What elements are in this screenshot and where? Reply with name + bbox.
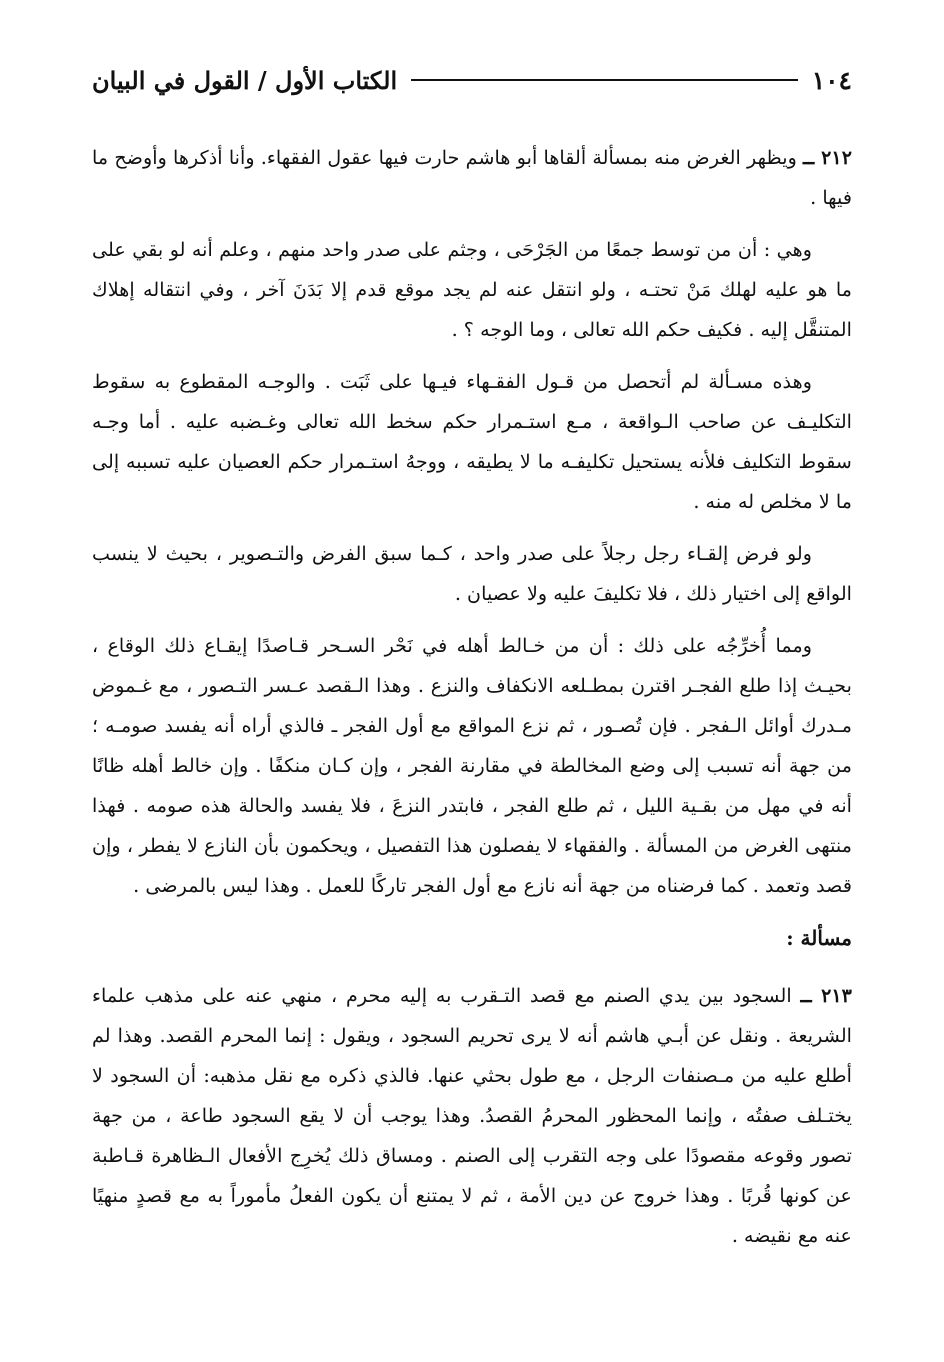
paragraph-text: ومما أُخرِّجُه على ذلك : أن من خـالط أهله في نَحْر السـحر قـاصدًا إيقـاع ذلك الوقاع ، بحيـث إذا طلع الفجـر اقترن بمطـلعه الانكفاف والنزع . وهذا الـقصد عـسر التـصور ، مع غـموض مـدرك أوائل الـفجر . فإن تُصـور ، ثم نزع المواقع مع أول الفجر ـ فالذي أراه أنه يفسد صومـه ؛ من جهة أنه تسبب إلى وضع المخالطة في مقارنة الفجر ، وإن كـان منكفًا . وإن خالط أهله ظانًا أنه في مهل من بقـية الليل ، ثم طلع الفجر ، فابتدر النزعَ ، فلا يفسد والحالة هذه صومه . فهذا منتهى الغرض من المسألة . والفقهاء لا يفصلون هذا التفصيل ، ويحكمون بأن النازع لا يفطر ، وإن قصد وتعمد . كما فرضناه من جهة أنه نازع مع أول الفجر تاركًا للعمل . وهذا ليس بالمرضى . [92, 634, 852, 897]
paragraph [92, 230, 852, 350]
header-rule [411, 79, 798, 81]
paragraph-number: ٢١٢ ــ [803, 146, 852, 169]
paragraph-text: ويظهر الغرض منه بمسألة ألقاها أبو هاشم حارت فيها عقول الفقهاء. وأنا أذكرها وأوضح ما فيها . [92, 146, 852, 209]
body-text [92, 138, 852, 1268]
paragraph-text: السجود بين يدي الصنم مع قصد التـقرب به إليه محرم ، منهي عنه على مذهب علماء الشريعة . ونقل عن أبـي هاشم أنه لا يرى تحريم السجود ، ويقول : إنما المحرم القصد. وهذا لم أطلع عليه من مـصنفات الرجل ، مع طول بحثي عنها. فالذي ذكره مع نقل مذهبه: أن السجود لا يختـلف صفتُه ، وإنما المحظور المحرمُ القصدُ. وهذا يوجب أن لا يقع السجود طاعة ، من جهة تصور وقوعه مقصودًا على وجه التقرب إلى الصنم . ومساق ذلك يُخرِج الأفعال الـظاهرة قـاطبة عن كونها قُربًا . وهذا خروج عن دين الأمة ، ثم لا يمتنع أن يكون الفعلُ مأموراً به مع قصدٍ منهيًا عنه مع نقيضه . [92, 984, 852, 1247]
paragraph-212 [92, 138, 852, 218]
paragraph-text: ولو فرض إلقـاء رجل رجلاً على صدر واحد ، كـما سبق الفرض والتـصوير ، بحيث لا ينسب الواقع إلى اختيار ذلك ، فلا تكليفَ عليه ولا عصيان . [92, 542, 852, 605]
paragraph-number: ٢١٣ ــ [800, 984, 852, 1007]
section-heading: مسألة : [786, 926, 852, 950]
paragraph-text: وهذه مسـألة لم أتحصل من قـول الفقـهاء فيـها على ثَبَت . والوجـه المقطوع به سقوط التكليـف عن صاحب الـواقعة ، مـع استـمرار حكم سخط الله تعالى وغـضبه عليه . أما وجـه سقوط التكليف فلأنه يستحيل تكليفـه ما لا يطيقه ، ووجهُ استـمرار حكم العصيان عليه تسببه إلى ما لا مخلص له منه . [92, 370, 852, 513]
paragraph [92, 534, 852, 614]
paragraph-213 [92, 976, 852, 1256]
paragraph-text: وهي : أن من توسط جمعًا من الجَرْحَى ، وجثم على صدر واحد منهم ، وعلم أنه لو بقي على ما هو عليه لهلك مَنْ تحتـه ، ولو انتقل عنه لم يجد موقع قدم إلا بَدَنَ آخر ، وفي انتقاله إهلاك المتنقَّل إليه . فكيف حكم الله تعالى ، وما الوجه ؟ . [92, 238, 852, 341]
paragraph [92, 626, 852, 906]
running-title: الكتاب الأول / القول في البيان [92, 65, 398, 95]
page-header [92, 62, 852, 98]
page-number: ١٠٤ [811, 65, 852, 95]
paragraph [92, 362, 852, 522]
